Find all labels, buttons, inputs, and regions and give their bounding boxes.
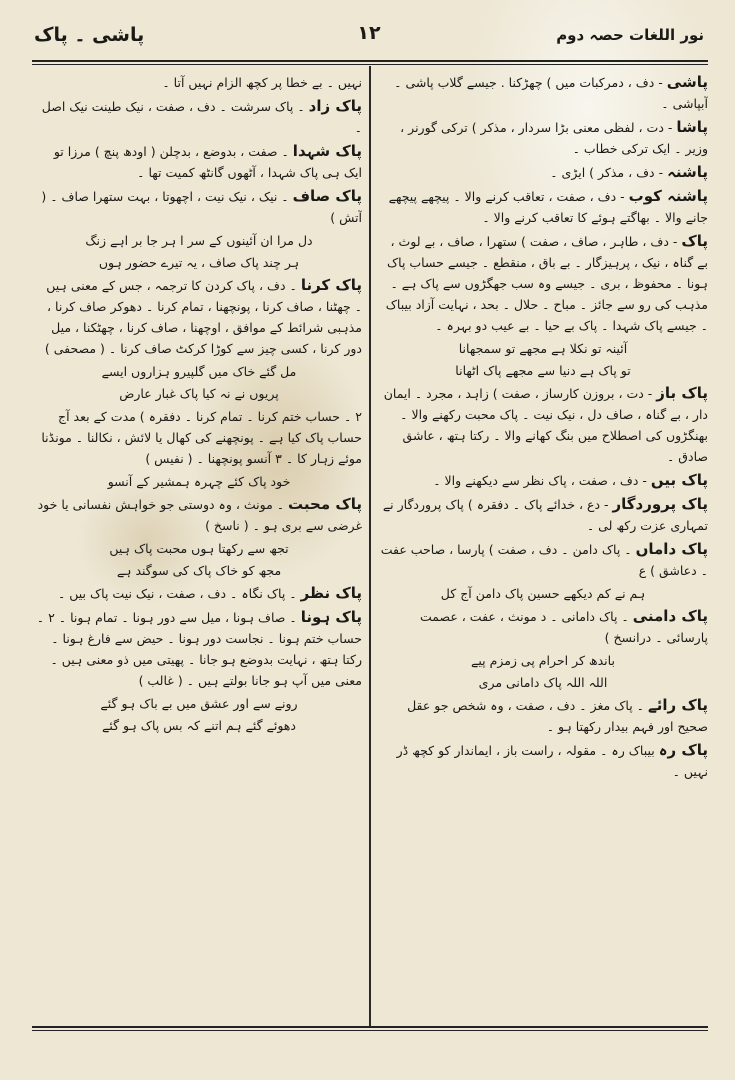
verse-line: پریوں نے نہ کیا پاک غبار عارض	[119, 386, 279, 401]
verse-line: ہر چند پاک صاف ، یہ تیرے حضور ہوں	[98, 255, 300, 270]
verse-line: دھوئے گئے ہم اتنے کہ بس پاک ہو گئے	[102, 718, 296, 733]
entry	[378, 383, 708, 467]
verse-line: ہم نے کم دیکھے حسین پاک دامن آج کل	[440, 586, 646, 601]
definition: - دت ، بروزن کارساز ، صفت ) زاہد ، مجرد ۔ ایمان دار ، بے گناہ ، صاف دل ، نیک نیت ۔ پاک محبت رکھنے والا ۔ بھنگڑوں کی اصطلاح میں بنگ کھانے والا ۔ رکتا ہتھ ، عاشق صادق ۔	[383, 386, 708, 464]
headword: پاشنہ	[667, 163, 708, 181]
entry	[36, 583, 362, 604]
entry	[36, 96, 362, 138]
headword: پاک باز	[656, 384, 708, 402]
guide-words: پاشی ۔ پاک	[34, 24, 145, 46]
entry	[378, 470, 708, 491]
definition: - دف ، صفت ، تعاقب کرنے والا ۔ پیچھے پیچھے جانے والا ۔ بھاگتے ہوئے کا تعاقب کرنے والا ۔	[388, 189, 708, 225]
headword: پاشنہ کوب	[628, 187, 708, 205]
definition: ۔ دف ، پاک کردن کا ترجمہ ، جس کے معنی ہیں ۔ چھٹنا ، صاف کرنا ، پونچھنا ، تمام کرنا ۔ دھوکر صاف کرنا ، مذہبی شرائط کے موافق ، اوچھنا ، صاف کرنا ، چھٹکنا ، میل دور کرنا ، کسی چیز سے کوڑا کرکٹ صاف کرنا ۔ ( مصحفی )	[44, 278, 362, 356]
running-title: نور اللغات حصہ دوم	[556, 26, 704, 44]
verse-line: اللہ اللہ پاک دامانی مری	[478, 675, 608, 690]
verse-line: دل مرا ان آئینوں کے سر ا ہر جا بر اہے زنگ	[85, 233, 313, 248]
headword: پاک کرنا	[300, 276, 362, 294]
definition: نہیں ۔ بے خطا پر کچھ الزام نہیں آتا ۔	[162, 75, 362, 90]
column-divider	[369, 66, 371, 1026]
definition: ۲ ۔ حساب ختم کرنا ۔ تمام کرنا ۔ دفقرہ ) مدت کے بعد آج حساب پاک کیا ہے ۔ پونچھنے کی کھال یا لائش ، نکالنا ۔ مونڈنا موئے زہار کا ۔ ۳ آنسو پونچھنا ۔ ( نفیس )	[41, 409, 362, 466]
headword: پاک رائے	[647, 696, 708, 714]
definition: ۔ مونث ، وہ دوستی جو خواہش نفسانی یا خود غرضی سے بری ہو ۔ ( ناسخ )	[37, 497, 362, 533]
definition: ۔ صفت ، بدوضع ، بدچلن ( اودھ پنچ ) مرزا تو ایک ہی پاک شہدا ، آٹھوں گانٹھ کمیت تھا ۔	[53, 144, 362, 180]
entry	[36, 406, 362, 469]
headword: پاک نظر	[300, 584, 362, 602]
definition: ۔ پاک سرشت ۔ دف ، صفت ، نیک طینت نیک اصل ۔	[41, 99, 362, 135]
headword: پاشی	[666, 73, 708, 91]
definition: - دت ، لفظی معنی بڑا سردار ، مذکر ) ترکی گورنر ، وزیر ۔ ایک ترکی خطاب ۔	[400, 120, 708, 156]
definition: ۔ پاک نگاہ ۔ دف ، صفت ، نیک نیت پاک بیں ۔	[57, 586, 301, 601]
verse-line: آئینہ تو نکلا ہے مجھے تو سمجھانا	[458, 341, 628, 356]
definition: - دف ، مذکر ) ایڑی ۔	[550, 165, 668, 180]
verse-line: تجھ سے رکھتا ہوں محبت پاک ہیں	[109, 541, 289, 556]
page-number: ۱۲	[357, 22, 381, 44]
definition: - دف ، صفت ، پاک نظر سے دیکھنے والا ۔	[433, 473, 651, 488]
entry	[378, 162, 708, 183]
entry	[378, 539, 708, 581]
entry	[378, 72, 708, 114]
entry	[378, 494, 708, 536]
verse-line: مل گئے خاک میں گلپیرو ہزاروں ایسے	[101, 364, 297, 379]
entry	[378, 740, 708, 782]
definition: ۔ نیک ، نیک نیت ، اچھوتا ، بہت ستھرا صاف ۔ ( آتش )	[41, 189, 362, 225]
entry	[36, 607, 362, 691]
entry	[36, 275, 362, 359]
headword: پاک پروردگار	[612, 495, 708, 513]
entry	[378, 231, 708, 336]
verse-line: رونے سے اور عشق میں بے باک ہو گئے	[100, 696, 298, 711]
headword: پاک محبت	[288, 495, 362, 513]
definition: ۔ پاک دامانی ۔ د مونث ، عفت ، عصمت پارسائی ۔ درانسخ )	[420, 609, 708, 645]
headword: پاک زاد	[308, 97, 362, 115]
right-column	[378, 72, 708, 1022]
verse-line: خود پاک کئے چہرہ ہمشیر کے آنسو	[107, 474, 291, 489]
definition: ۔ پاک مغز ۔ دف ، صفت ، وہ شخص جو عقل صحیح اور فہم بیدار رکھتا ہو ۔	[407, 698, 708, 734]
footer-rule-thin	[32, 1030, 708, 1031]
headword: پاک	[681, 232, 708, 250]
header-rule-thin	[32, 64, 708, 65]
left-column	[36, 72, 362, 1022]
definition: - دف ، دمرکبات میں ) چھڑکنا . جیسے گلاب پاشی ۔ آبپاشی ۔	[394, 75, 708, 111]
entry	[36, 186, 362, 228]
headword: پاک شہدا	[292, 142, 362, 160]
definition: ۔ پاک دامن ۔ دف ، صفت ) پارسا ، صاحب عفت ۔ دعاشق ) ع	[380, 542, 708, 578]
entry	[36, 494, 362, 536]
verse-line: باندھ کر احرام پی زمزم پیے	[471, 653, 615, 668]
headword: پاک داماں	[635, 540, 708, 558]
definition: - دف ، طاہر ، صاف ، صفت ) ستھرا ، صاف ، بے لوث ، بے گناہ ، نیک ، پرہیزگار ۔ بے باق ، منقطع ۔ جیسے حساب پاک ہونا ۔ محفوظ ، بری ۔ جیسے وہ سب جھگڑوں سے پاک ہے ۔ مذہب کی رو سے جائز ۔ مباح ۔ حلال ۔ بحد ، نہایت آزاد بیباک ۔ جیسے پاک شہدا ۔ پاک بے حیا ۔ بے عیب دو بہرہ ۔	[385, 234, 708, 333]
entry	[378, 606, 708, 648]
definition: - دع ، خدائے پاک ۔ دفقرہ ) پاک پروردگار نے تمہاری عزت رکھ لی ۔	[382, 497, 708, 533]
headword: پاک بیں	[650, 471, 708, 489]
headword: پاک صاف	[292, 187, 362, 205]
verse-line: مجھ کو خاک پاک کی سوگند ہے	[116, 563, 282, 578]
entry	[378, 695, 708, 737]
definition: ۔ صاف ہونا ، میل سے دور ہونا ۔ تمام ہونا ۔ ۲ ۔ حساب ختم ہونا ۔ نجاست دور ہونا ۔ حیض سے فارغ ہونا ۔ رکتا ہتھ ، نہایت بدوضع ہو جانا ۔ پھیتی میں ذو معنی ہیں ۔ معنی میں آپ ہو جانا بولتے ہیں ۔ ( غالب )	[36, 610, 362, 688]
entry	[378, 186, 708, 228]
headword: پاک دامنی	[632, 607, 708, 625]
entry	[378, 117, 708, 159]
verse-line: تو پاک ہے دنیا سے مجھے پاک اٹھانا	[455, 363, 631, 378]
footer-rule	[32, 1026, 708, 1028]
header-rule	[32, 60, 708, 62]
running-header	[34, 22, 704, 56]
headword: پاک ہونا	[300, 608, 362, 626]
headword: پاک رہ	[658, 741, 708, 759]
headword: پاشا	[676, 118, 708, 136]
entry	[36, 72, 362, 93]
definition: بیباک رہ ۔ مقولہ ، راست باز ، ایماندار کو کچھ ڈر نہیں ۔	[396, 743, 708, 779]
entry	[36, 141, 362, 183]
